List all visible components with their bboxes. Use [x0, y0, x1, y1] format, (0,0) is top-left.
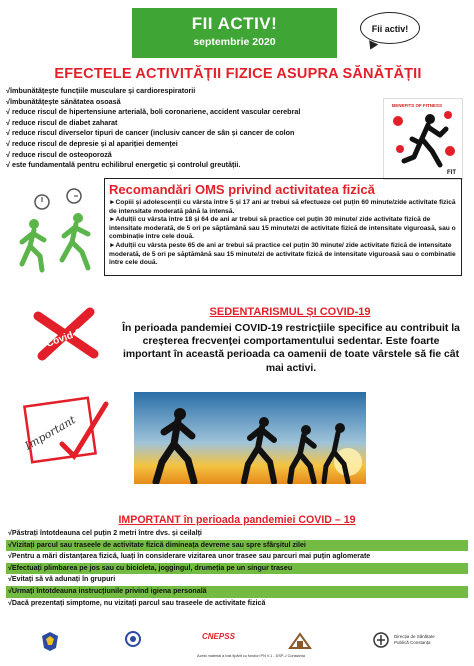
benefit-item: √îmbunătățește sănătatea osoasă [6, 96, 121, 106]
benefits-of-fitness-image [383, 98, 463, 180]
header-banner [132, 8, 337, 58]
header-title: FII ACTIV! [191, 14, 278, 33]
dsp-label: Direcția de Sănătate Publică Constanța [394, 634, 435, 645]
important-item: √Vizitați parcul sau traseele de activitate fizică dimineața devreme sau spre sfârșitul zilei [6, 540, 468, 552]
covid-crossed-icon [30, 304, 102, 364]
important-item: √Dacă prezentați simptome, nu vizitați parcul sau traseele de activitate fizică [8, 598, 266, 607]
institute-logo-icon [288, 630, 312, 652]
important-label: Important [22, 413, 78, 453]
important-item: √Efectuați plimbarea pe jos sau cu bicicleta, joggingul, drumeția pe un singur traseu [6, 563, 468, 575]
sunset-runners-photo [134, 392, 366, 484]
oms-title: Recomandări OMS privind activitatea fizică [109, 182, 375, 197]
benefit-item: √ reduce riscul de depresie și al apariției demenței [6, 138, 178, 148]
benefit-item: √ reduce riscul de diabet zaharat [6, 117, 118, 127]
oms-paragraph-seniors: ►Adulții cu vârsta peste 65 de ani ar trebui să practice cel puțin 30 minute/ zide activitate fizică de intensitate moderată, de 5 ori pe săptămână sau 15 minute/zi de activitate fizică de intensitate viguroasă sau o combinatie între cele două. [109, 241, 456, 267]
fitness-brand: FIT [447, 170, 456, 176]
benefit-item: √ este fundamentală pentru echilibrul energetic și controlul greutății. [6, 160, 241, 170]
sedentarism-text: În perioada pandemiei COVID-19 restricțiile specifice au contribuit la creșterea frecvenței comportamentului sedentar. Este foarte important în această perioada ca oamenii de toate vârstele să fie cât mai activi. [122, 323, 460, 374]
green-runners-stopwatch-icon [12, 184, 104, 276]
important-checkmark-icon [22, 396, 110, 466]
oms-recommendations-box [104, 178, 462, 276]
covid-label: Covid-19 [44, 325, 89, 350]
important-item: √Pentru a mări distanțarea fizică, luați în considerare vizitarea unor trasee sau parcuri mai puțin aglomerate [8, 552, 371, 561]
important-item: √Urmați întotdeauna instrucțiunile privind igiena personală [6, 586, 468, 598]
speech-bubble: Fii activ! [360, 12, 420, 44]
benefit-item: √îmbunătățește funcțiile musculare și cardiorespiratorii [6, 86, 196, 95]
header-subtitle: septembrie 2020 [193, 36, 276, 48]
important-item: √Păstrați întotdeauna cel puțin 2 metri între dvs. și ceilalți [8, 529, 202, 537]
main-title: EFECTELE ACTIVITĂȚII FIZICE ASUPRA SĂNĂTĂȚII [54, 66, 422, 82]
benefit-item: √ reduce riscul diverselor tipuri de cancer (inclusiv cancer de sân și cancer de colon [6, 128, 295, 138]
benefit-item: √ reduce riscul de hipertensiune arterială, boli coronariene, accident vascular cerebral [6, 107, 301, 117]
footer-note: Acest material a fost tipărit cu fonduri PN V.1 - DSP-J Constanța [197, 654, 305, 658]
important-item: √Evitați să vă adunați în grupuri [8, 575, 116, 584]
oms-paragraph-adults: ►Adulții cu vârsta între 18 și 64 de ani ar trebui să practice cel puțin 30 minute/ zide activitate fizică de intensitate moderată, de 5 ori pe săptămână sau 15 minute/zi de activitate fizică de intensitate viguroasă, sau o combinație între cele două. [109, 216, 456, 241]
ministry-logo-icon [124, 630, 142, 650]
important-list [6, 528, 468, 609]
sedentarism-title: SEDENTARISMUL ȘI COVID-19 [209, 306, 371, 318]
runner-figure-icon [384, 99, 464, 181]
benefit-item: √ reduce riscul de osteoporoză [6, 149, 112, 159]
fitness-image-label: BENEFITS OF FITNESS [392, 103, 443, 108]
dsp-logo-icon [372, 630, 390, 650]
romania-coat-of-arms-icon [40, 630, 60, 652]
cnepss-logo: CNEPSS [202, 632, 235, 641]
oms-paragraph-children: ►Copiii și adolescenții cu vârsta între 5 și 17 ani ar trebui să efectueze cel puțin 60 minute/zide activitate fizică de intensitate moderată până la intensă. [109, 199, 456, 215]
important-title: IMPORTANT în perioada pandemiei COVID – 19 [118, 514, 356, 526]
benefits-list [6, 86, 371, 171]
footer-logos [0, 626, 474, 666]
